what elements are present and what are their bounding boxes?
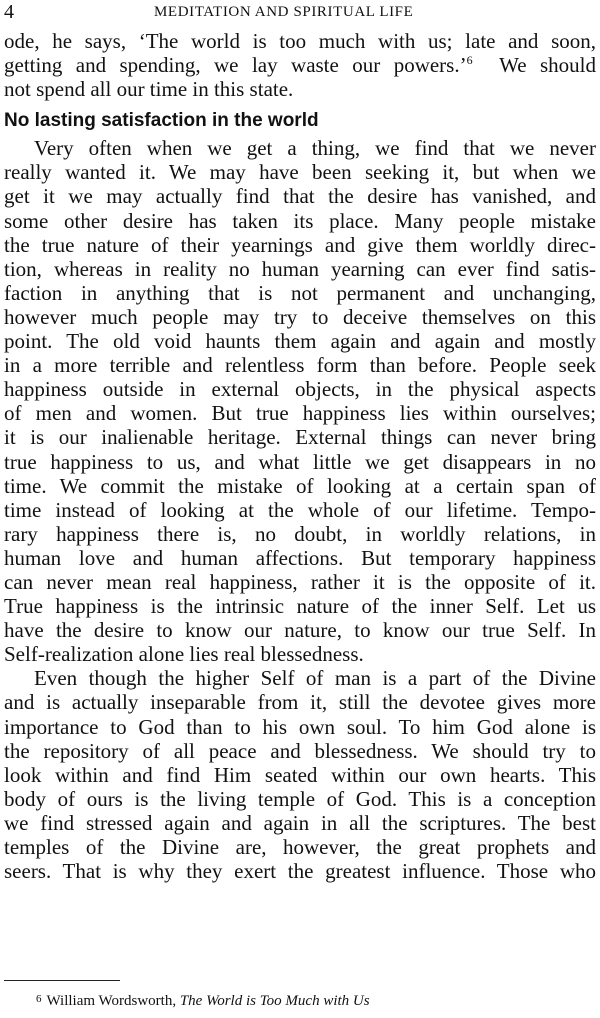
text-line: Very often when we get a thing, we find that we never <box>34 136 596 161</box>
text-line: not spend all our time in this state. <box>4 77 294 102</box>
text-line: Even though the higher Self of man is a part of the Divine <box>34 666 596 691</box>
text-line: it is our inalienable heritage. External things can never bring <box>4 425 596 450</box>
text-line: rary happiness there is, no doubt, in worldly relations, in <box>4 521 596 546</box>
footnote-reference: 6 <box>466 53 473 68</box>
footnote-number: 6 <box>36 993 42 1005</box>
paragraph-1 <box>4 136 596 666</box>
text-line: some other desire has taken its place. Many people mistake <box>4 208 596 233</box>
text-line: have the desire to know our nature, to know our true Self. In <box>4 618 596 643</box>
text-line: faction in anything that is not permanent and unchanging, <box>4 280 596 305</box>
page-number: 4 <box>4 1 14 23</box>
text-line: ode, he says, ‘The world is too much with us; late and soon, <box>4 29 596 53</box>
text-segment: getting and spending, we lay waste our powers.’ <box>4 53 467 78</box>
text-segment: We should <box>499 53 597 78</box>
running-title: MEDITATION AND SPIRITUAL LIFE <box>154 4 414 20</box>
text-line: time instead of looking at the whole of our lifetime. Tempo- <box>4 497 596 522</box>
text-line: Self-realization alone lies real blessedness. <box>4 642 364 667</box>
paragraph-2 <box>4 666 596 883</box>
text-line: temples of the Divine are, however, the great prophets and <box>4 835 596 859</box>
text-line: seers. That is why they exert the greatest influence. Those who <box>4 859 596 884</box>
footnote-divider <box>4 980 120 981</box>
text-line: get it we may actually find that the desire has vanished, and <box>4 184 596 209</box>
text-line: time. We commit the mistake of looking at a certain span of <box>4 473 596 498</box>
text-line: look within and find Him seated within our own hearts. This <box>4 762 596 787</box>
text-line: we find stressed again and again in all the scriptures. The best <box>4 810 596 835</box>
text-line: true happiness to us, and what little we get disappears in no <box>4 449 596 474</box>
text-line: in a more terrible and relentless form than before. People seek <box>4 353 596 378</box>
text-line: human love and human affections. But temporary happiness <box>4 545 596 570</box>
text-line: the true nature of their yearnings and give them worldly direc- <box>4 232 596 257</box>
text-line: importance to God than to his own soul. To him God alone is <box>4 714 596 739</box>
text-line: the repository of all peace and blessedness. We should try to <box>4 738 596 763</box>
text-line: True happiness is the intrinsic nature of the inner Self. Let us <box>4 594 596 619</box>
text-line: and is actually inseparable from it, still the devotee gives more <box>4 690 596 715</box>
text-line <box>4 53 596 77</box>
footnote-title: The World is Too Much with Us <box>179 993 370 1009</box>
text-line: really wanted it. We may have been seeking it, but when we <box>4 160 596 185</box>
text-line: however much people may try to deceive themselves on this <box>4 304 596 329</box>
page-header <box>4 0 596 24</box>
text-line: point. The old void haunts them again and again and mostly <box>4 329 596 354</box>
opening-paragraph <box>4 29 596 101</box>
section-heading: No lasting satisfaction in the world <box>4 110 319 132</box>
page-body <box>4 29 596 883</box>
footnote <box>36 988 370 1012</box>
text-line: happiness outside in external objects, in the physical aspects <box>4 377 596 402</box>
text-line: body of ours is the living temple of God. This is a conception <box>4 786 596 811</box>
text-line: tion, whereas in reality no human yearning can ever find satis- <box>4 256 596 281</box>
text-line: can never mean real happiness, rather it is the opposite of it. <box>4 569 596 594</box>
footnote-author: William Wordsworth, <box>46 993 177 1009</box>
text-line: of men and women. But true happiness lies within ourselves; <box>4 401 596 426</box>
